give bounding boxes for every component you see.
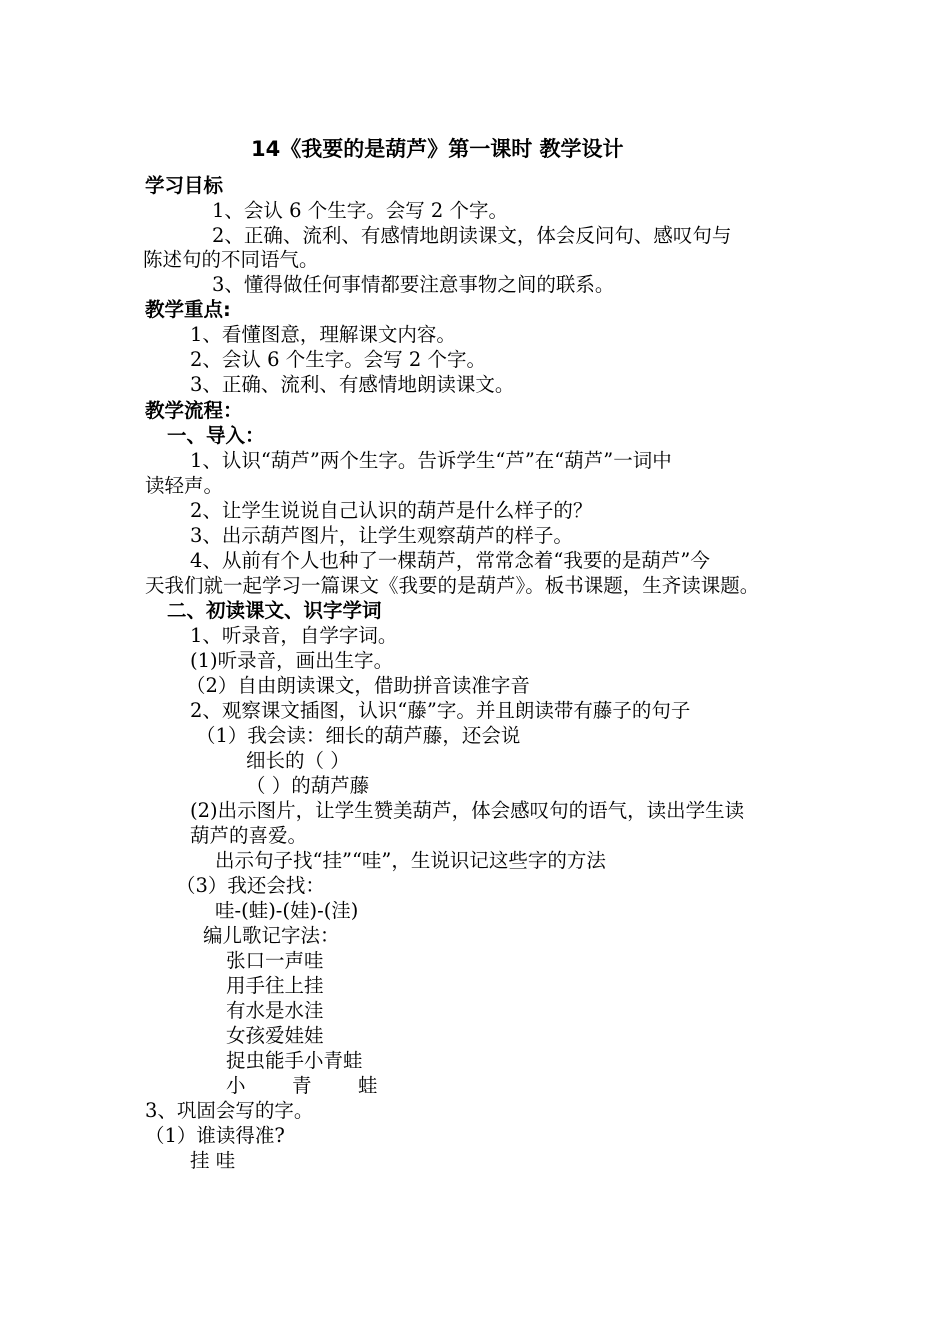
part2-line: （2）自由朗读课文，借助拼音读准字音 — [186, 674, 530, 697]
part1-line: 天我们就一起学习一篇课文《我要的是葫芦》。板书课题，生齐读课题。 — [145, 574, 760, 597]
process-heading: 教学流程： — [145, 399, 243, 422]
rhyme-line: 女孩爱娃娃 — [226, 1024, 324, 1047]
part2-line: 编儿歌记字法： — [203, 924, 340, 947]
key-point-item: 1、看懂图意，理解课文内容。 — [190, 323, 456, 346]
part2-line: （3）我还会找： — [176, 874, 325, 897]
part2-line: 葫芦的喜爱。 — [190, 824, 308, 847]
goals-heading: 学习目标 — [145, 174, 224, 197]
spaced-chars-line — [226, 1074, 378, 1098]
rhyme-line: 有水是水洼 — [226, 999, 324, 1022]
rhyme-line: 张口一声哇 — [226, 949, 324, 972]
spaced-char: 小 — [226, 1074, 246, 1097]
goals-item: 陈述句的不同语气。 — [143, 248, 319, 271]
goals-item: 3、懂得做任何事情都要注意事物之间的联系。 — [212, 273, 615, 296]
part3-line: （1）谁读得准? — [145, 1124, 285, 1147]
part2-heading: 二、初读课文、识字学词 — [167, 599, 382, 622]
part2-line: 细长的（ ） — [246, 749, 350, 772]
rhyme-line: 捉虫能手小青蛙 — [226, 1049, 363, 1072]
part2-line: （1）我会读：细长的葫芦藤，还会说 — [196, 724, 521, 747]
part2-line: 哇-(蛙)-(娃)-(洼) — [215, 899, 359, 922]
part2-line: 2、观察课文插图，认识“藤”字。并且朗读带有藤子的句子 — [190, 699, 691, 722]
part2-line: 出示句子找“挂”“哇”，生说识记这些字的方法 — [215, 849, 606, 872]
part2-line: （ ）的葫芦藤 — [246, 774, 370, 797]
part1-line: 3、出示葫芦图片，让学生观察葫芦的样子。 — [190, 524, 573, 547]
part1-heading: 一、导入： — [167, 424, 265, 447]
goals-item: 1、会认 6 个生字。会写 2 个字。 — [212, 199, 509, 222]
key-point-item: 2、会认 6 个生字。会写 2 个字。 — [190, 348, 487, 371]
part2-line: (2)出示图片，让学生赞美葫芦，体会感叹句的语气，读出学生读 — [190, 799, 745, 822]
part1-line: 2、让学生说说自己认识的葫芦是什么样子的？ — [190, 499, 593, 522]
part1-line: 读轻声。 — [145, 474, 224, 497]
spaced-char: 蛙 — [358, 1074, 378, 1097]
part1-line: 1、认识“葫芦”两个生字。告诉学生“芦”在“葫芦”一词中 — [190, 449, 672, 472]
part2-line: 1、听录音，自学字词。 — [190, 624, 398, 647]
part2-line: (1)听录音，画出生字。 — [190, 649, 394, 672]
spaced-char: 青 — [292, 1074, 312, 1097]
part1-line: 4、从前有个人也种了一棵葫芦，常常念着“我要的是葫芦”今 — [190, 549, 710, 572]
key-points-heading: 教学重点: — [145, 298, 231, 321]
part3-line: 3、巩固会写的字。 — [145, 1099, 314, 1122]
rhyme-line: 用手往上挂 — [226, 974, 324, 997]
key-point-item: 3、正确、流利、有感情地朗读课文。 — [190, 373, 515, 396]
goals-item: 2、正确、流利、有感情地朗读课文，体会反问句、感叹句与 — [212, 224, 732, 247]
part3-line: 挂 哇 — [190, 1149, 236, 1172]
document-title: 14《我要的是葫芦》第一课时 教学设计 — [251, 137, 624, 161]
